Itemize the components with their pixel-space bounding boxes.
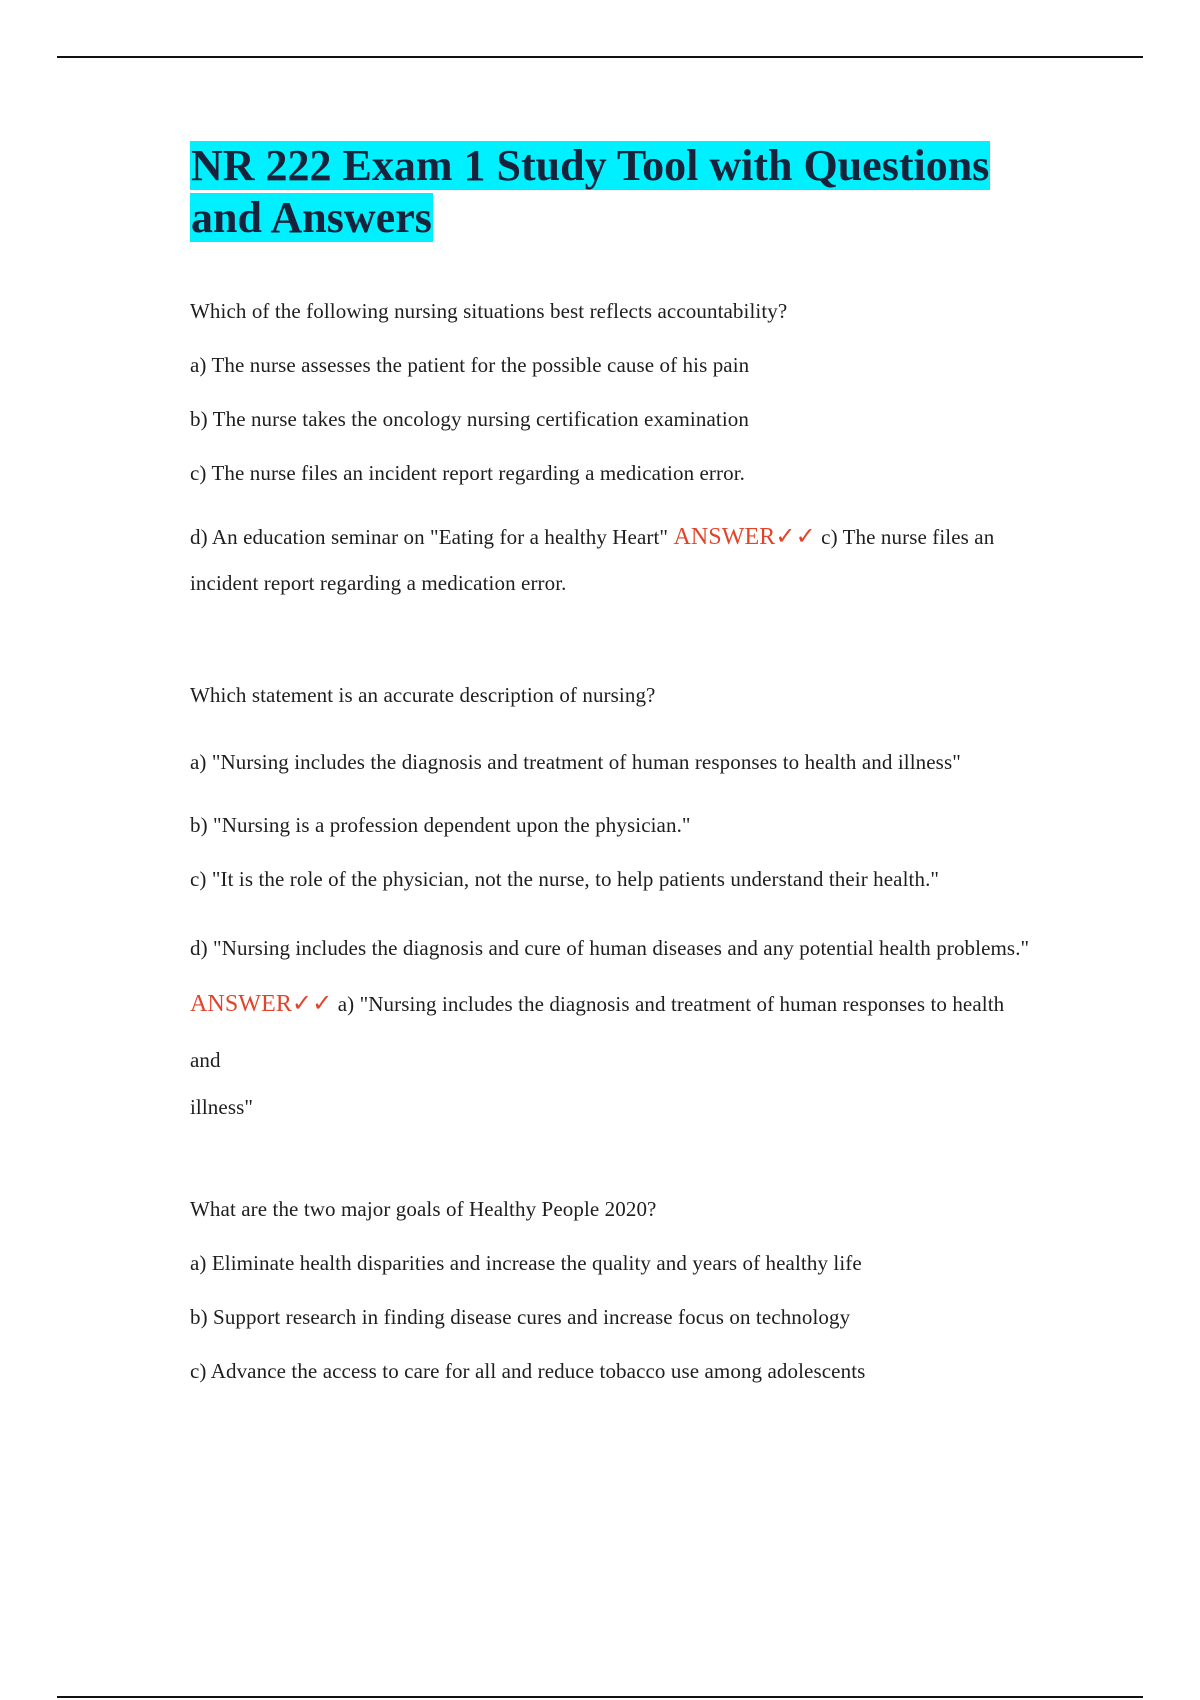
option-d-with-answer bbox=[190, 920, 1040, 1088]
title-highlight bbox=[190, 141, 990, 242]
document-page bbox=[190, 140, 1040, 1412]
option-a: a) "Nursing includes the diagnosis and treatment of human responses to health and illness" bbox=[190, 750, 961, 774]
option-c: c) "It is the role of the physician, not the nurse, to help patients understand their health." bbox=[190, 867, 940, 891]
answer-text: a) "Nursing includes the diagnosis and treatment of human responses to health and bbox=[190, 992, 1005, 1072]
bottom-rule bbox=[57, 1696, 1143, 1698]
answer-text: c) The nurse files an incident report regarding a medication error. bbox=[190, 525, 995, 595]
option-b: b) Support research in finding disease cures and increase focus on technology bbox=[190, 1305, 851, 1329]
option-d-with-answer bbox=[190, 514, 1040, 606]
question-block-1 bbox=[190, 298, 1040, 606]
title-line-1: NR 222 Exam 1 Study Tool with Questions bbox=[191, 141, 990, 190]
option-a: a) The nurse assesses the patient for the possible cause of his pain bbox=[190, 353, 750, 377]
question-block-2 bbox=[190, 682, 1040, 1120]
question-list bbox=[190, 298, 1040, 1384]
option-d: d) An education seminar on "Eating for a healthy Heart" bbox=[190, 525, 669, 549]
question-block-3 bbox=[190, 1196, 1040, 1384]
answer-label: ANSWER✓✓ bbox=[190, 991, 333, 1017]
document-title bbox=[190, 140, 1040, 244]
option-d: d) "Nursing includes the diagnosis and cure of human diseases and any potential health problems." bbox=[190, 936, 1030, 960]
option-b: b) "Nursing is a profession dependent upon the physician." bbox=[190, 813, 691, 837]
answer-label: ANSWER✓✓ bbox=[673, 524, 816, 550]
question-prompt: Which of the following nursing situations best reflects accountability? bbox=[190, 299, 788, 323]
option-a: a) Eliminate health disparities and increase the quality and years of healthy life bbox=[190, 1251, 862, 1275]
option-b: b) The nurse takes the oncology nursing certification examination bbox=[190, 407, 749, 431]
option-c: c) The nurse files an incident report regarding a medication error. bbox=[190, 461, 746, 485]
top-rule bbox=[57, 56, 1143, 58]
question-prompt: What are the two major goals of Healthy People 2020? bbox=[190, 1197, 657, 1221]
title-line-2: and Answers bbox=[191, 193, 432, 242]
answer-tail: illness" bbox=[190, 1095, 254, 1119]
question-prompt: Which statement is an accurate description of nursing? bbox=[190, 683, 656, 707]
option-c: c) Advance the access to care for all and reduce tobacco use among adolescents bbox=[190, 1359, 866, 1383]
